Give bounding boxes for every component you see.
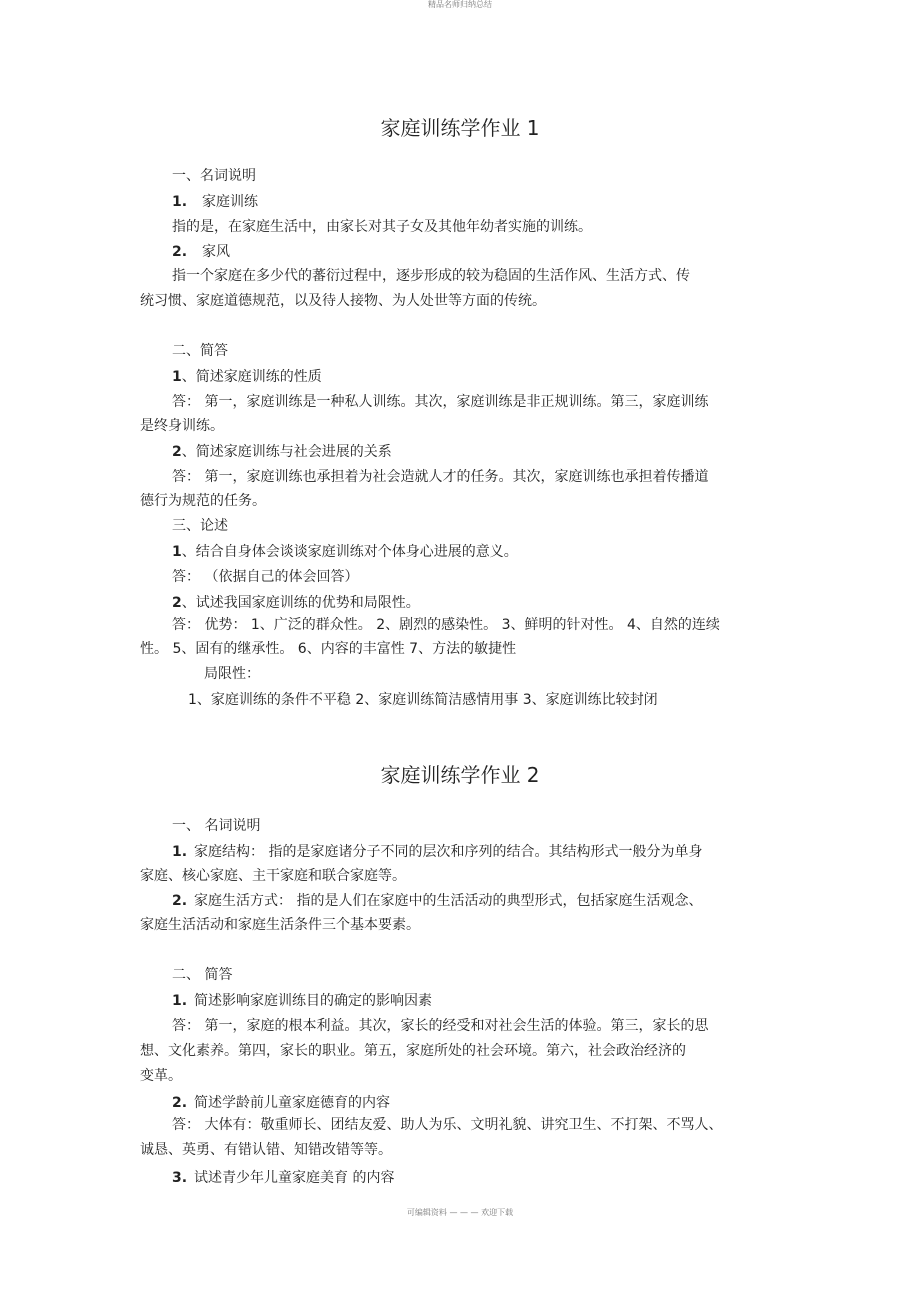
hw1-discussion-1-answer: 答： （依据自己的体会回答）: [172, 569, 359, 585]
hw1-discussion-1-text: 、结合自身体会谈谈家庭训练对个体身心进展的意义。: [181, 544, 518, 560]
hw1-question-2-answer-line-1: 答： 第一，家庭训练也承担着为社会造就人才的任务。其次，家庭训练也承担着传播道: [172, 469, 709, 485]
hw2-term-1-line-2: 家庭、核心家庭、主干家庭和联合家庭等。: [140, 868, 406, 884]
hw2-question-2-number: 2.: [172, 1095, 188, 1111]
hw2-term-2-line-2: 家庭生活活动和家庭生活条件三个基本要素。: [140, 917, 420, 933]
hw1-discussion-1: [172, 542, 518, 562]
hw1-term-1-definition: 指的是，在家庭生活中，由家长对其子女及其他年幼者实施的训练。: [172, 219, 592, 235]
hw1-discussion-1-number: 1: [172, 544, 182, 560]
hw1-question-2: [172, 442, 392, 462]
hw1-section-2-heading: 二、简答: [172, 343, 228, 359]
hw1-question-1: [172, 367, 322, 387]
page-header: 精品名师归纳总结: [428, 0, 492, 9]
hw1-section-3-heading: 三、论述: [172, 518, 228, 534]
page-footer: 可编辑资料 — — — 欢迎下载: [406, 1208, 514, 1217]
hw1-discussion-2-answer-line-1: 答： 优势： 1、广泛的群众性。 2、剧烈的感染性。 3、鲜明的针对性。 4、自然的连续: [172, 617, 720, 633]
hw2-term-1-number: 1.: [172, 844, 188, 860]
hw2-question-3-text: 试述青少年儿童家庭美育 的内容: [194, 1170, 395, 1186]
hw1-term-1-number: 1.: [172, 194, 188, 210]
hw1-section-1-heading: 一、名词说明: [172, 168, 256, 184]
hw1-discussion-2-text: 、试述我国家庭训练的优势和局限性。: [181, 595, 420, 611]
hw2-question-3-number: 3.: [172, 1170, 188, 1186]
hw1-question-1-text: 、简述家庭训练的性质: [181, 369, 322, 385]
hw2-section-1-heading: 一、 名词说明: [172, 818, 261, 834]
hw2-question-2-text: 简述学龄前儿童家庭德育的内容: [194, 1095, 390, 1111]
hw2-term-1-line-1: 家庭结构： 指的是家庭诸分子不同的层次和序列的结合。其结构形式一般分为单身: [194, 844, 703, 860]
hw2-question-1-number: 1.: [172, 993, 188, 1009]
hw2-title: 家庭训练学作业 2: [380, 763, 540, 787]
hw1-question-1-number: 1: [172, 369, 182, 385]
hw2-section-2-heading: 二、 简答: [172, 967, 233, 983]
hw1-question-1-answer-line-2: 是终身训练。: [140, 418, 224, 434]
hw1-question-1-answer-line-1: 答： 第一，家庭训练是一种私人训练。其次，家庭训练是非正规训练。第三，家庭训练: [172, 394, 709, 410]
hw2-question-2-answer-line-2: 诚恳、英勇、有错认错、知错改错等等。: [140, 1142, 392, 1158]
hw2-question-1-answer-line-1: 答： 第一，家庭的根本利益。其次，家长的经受和对社会生活的体验。第三，家长的思: [172, 1018, 709, 1034]
hw2-term-2-number: 2.: [172, 893, 188, 909]
hw1-question-2-number: 2: [172, 444, 182, 460]
hw1-limitations-items: 1、家庭训练的条件不平稳 2、家庭训练简洁感情用事 3、家庭训练比较封闭: [188, 692, 658, 708]
hw1-question-2-text: 、简述家庭训练与社会进展的关系: [181, 444, 392, 460]
hw1-term-2-number: 2.: [172, 244, 188, 260]
hw2-question-2-answer-line-1: 答： 大体有：敬重师长、团结友爱、助人为乐、文明礼貌、讲究卫生、不打架、不骂人、: [172, 1117, 723, 1133]
hw2-question-1-answer-line-3: 变革。: [140, 1068, 182, 1084]
hw2-question-1-text: 简述影响家庭训练目的确定的影响因素: [194, 993, 432, 1009]
hw1-limitations-label: 局限性：: [204, 666, 260, 682]
hw1-term-1-name: 家庭训练: [202, 194, 258, 210]
hw1-discussion-2: [172, 593, 420, 613]
hw1-discussion-2-answer-line-2: 性。 5、固有的继承性。 6、内容的丰富性 7、方法的敏捷性: [140, 641, 517, 657]
hw1-question-2-answer-line-2: 德行为规范的任务。: [140, 493, 266, 509]
hw2-term-2-line-1: 家庭生活方式： 指的是人们在家庭中的生活活动的典型形式，包括家庭生活观念、: [194, 893, 703, 909]
hw1-title: 家庭训练学作业 1: [380, 116, 540, 140]
hw1-discussion-2-number: 2: [172, 595, 182, 611]
hw1-term-2-definition-line-1: 指一个家庭在多少代的蕃衍过程中，逐步形成的较为稳固的生活作风、生活方式、传: [172, 268, 690, 284]
hw1-term-2-definition-line-2: 统习惯、家庭道德规范，以及待人接物、为人处世等方面的传统。: [140, 293, 546, 309]
hw1-term-2-name: 家风: [202, 244, 230, 260]
hw2-question-1-answer-line-2: 想、文化素养。第四，家长的职业。第五，家庭所处的社会环境。第六，社会政治经济的: [140, 1043, 686, 1059]
